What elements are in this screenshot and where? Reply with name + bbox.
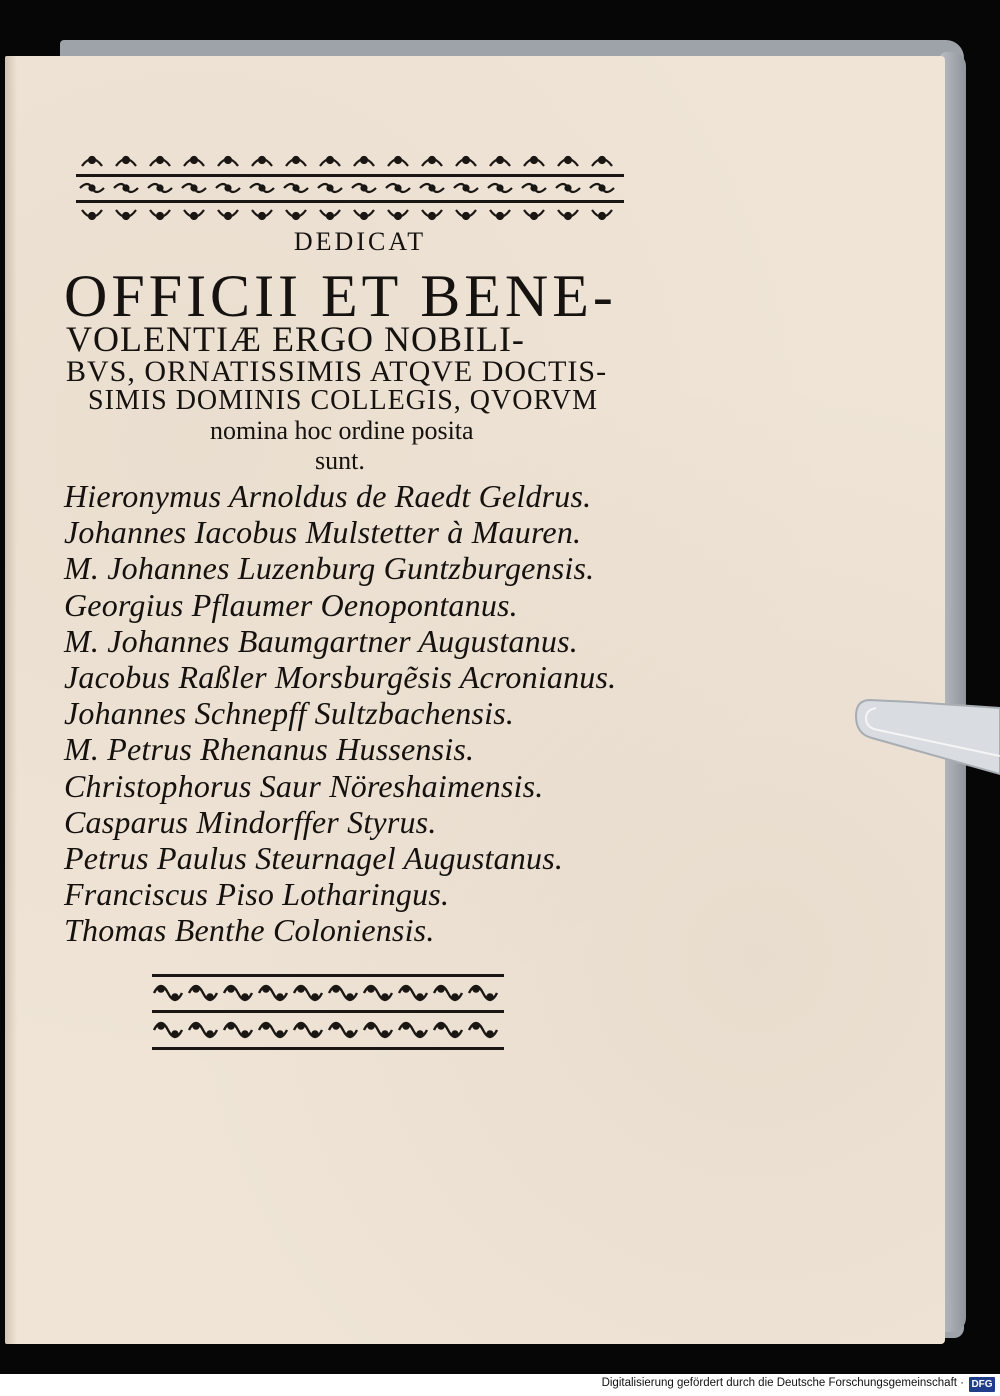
name-entry: Georgius Pflaumer Oenopontanus.	[64, 586, 518, 623]
name-entry: Petrus Paulus Steurnagel Augustanus.	[64, 839, 564, 876]
title-line-bvs: BVS, ORNATISSIMIS ATQVE DOCTIS-	[66, 355, 608, 388]
fleuron-icon	[469, 1023, 497, 1037]
fleuron-icon	[434, 986, 462, 1000]
name-entry: Franciscus Piso Lotharingus.	[64, 876, 450, 913]
fleuron-icon	[189, 1023, 217, 1037]
fleuron-icon	[294, 986, 322, 1000]
name-entry: Johannes Schnepff Sultzbachensis.	[64, 695, 515, 732]
name-entry: Jacobus Raßler Morsburgẽsis Acronianus.	[64, 658, 617, 695]
fleuron-icon	[259, 986, 287, 1000]
fleuron-icon	[329, 1023, 357, 1037]
fleuron-icon	[329, 986, 357, 1000]
title-line-nomina: nomina hoc ordine posita	[210, 416, 474, 445]
fleuron-icon	[224, 986, 252, 1000]
digitization-credit: Digitalisierung gefördert durch die Deutsche Forschungsgemeinschaft ·	[601, 1377, 964, 1389]
fleuron-icon	[399, 986, 427, 1000]
fleuron-icon	[154, 1023, 182, 1037]
plastic-page-clip	[852, 686, 1000, 786]
name-entry: M. Johannes Luzenburg Guntzburgensis.	[64, 550, 595, 587]
name-entry: M. Petrus Rhenanus Hussensis.	[64, 731, 475, 768]
title-line-sunt: sunt.	[315, 446, 365, 475]
title-line-simis: SIMIS DOMINIS COLLEGIS, QVORVM	[88, 385, 599, 416]
colleague-name-list	[64, 478, 616, 948]
fleuron-icon	[154, 986, 182, 1000]
title-line-dedicat: DEDICAT	[293, 227, 427, 256]
fleuron-icon	[364, 1023, 392, 1037]
fleuron-icon	[294, 1023, 322, 1037]
name-entry: Johannes Iacobus Mulstetter à Mauren.	[64, 514, 582, 551]
fleuron-icon	[189, 986, 217, 1000]
name-entry: M. Johannes Baumgartner Augustanus.	[64, 622, 578, 659]
fleuron-icon	[224, 1023, 252, 1037]
fleuron-icon	[364, 986, 392, 1000]
fleuron-icon	[469, 986, 497, 1000]
fleuron-icon	[399, 1023, 427, 1037]
name-entry: Thomas Benthe Coloniensis.	[64, 912, 435, 949]
fleuron-icon	[434, 1023, 462, 1037]
fleuron-icon	[259, 1023, 287, 1037]
name-entry: Hieronymus Arnoldus de Raedt Geldrus.	[64, 478, 592, 514]
name-entry: Casparus Mindorffer Styrus.	[64, 803, 437, 840]
bottom-ornament-block	[148, 972, 508, 1052]
dfg-logo-icon: DFG	[969, 1377, 995, 1392]
title-line-volentiae: VOLENTIÆ ERGO NOBILI-	[66, 319, 525, 359]
title-line-officii: OFFICII ET BENE-	[64, 263, 617, 329]
name-entry: Christophorus Saur Nöreshaimensis.	[64, 767, 544, 804]
